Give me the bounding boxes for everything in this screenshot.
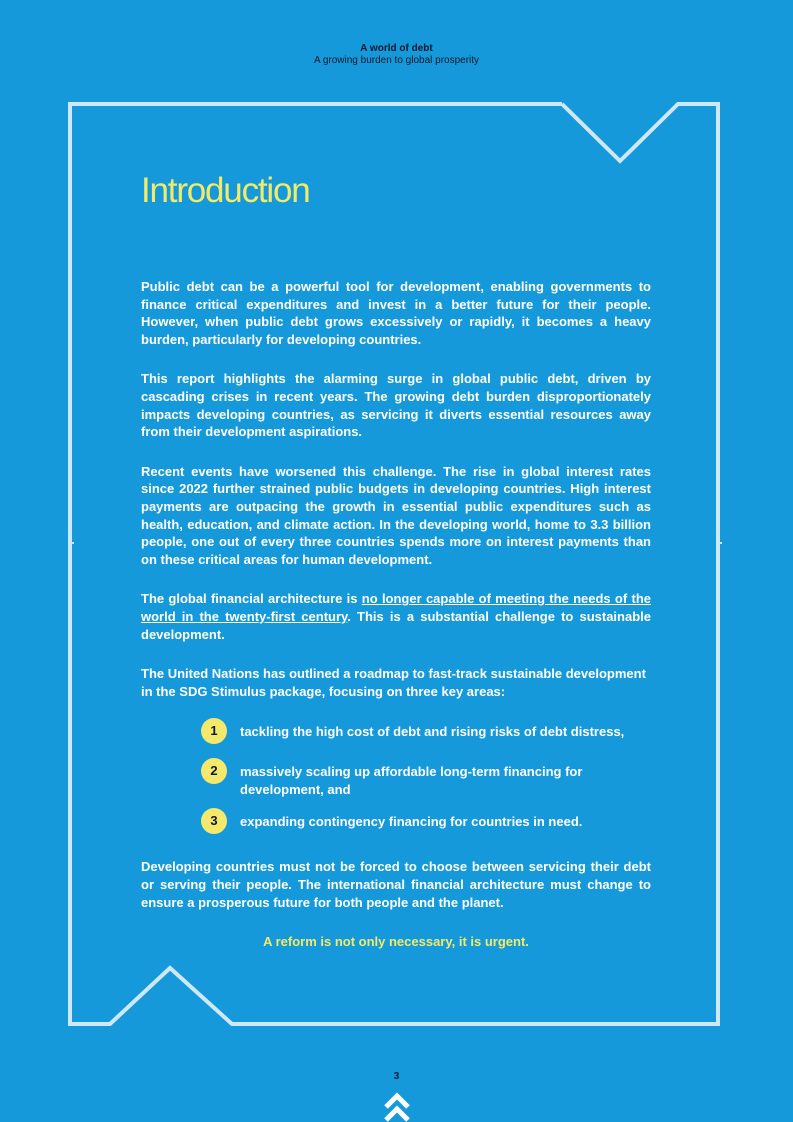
list-item [141, 812, 651, 838]
key-areas-list [141, 722, 651, 838]
page-title: Introduction [141, 171, 310, 210]
number-badge: 1 [201, 718, 227, 744]
paragraph-report: This report highlights the alarming surge in global public debt, driven by cascading crises in recent years. The growing debt burden disproportionately impacts developing countries, as servicing it diverts essential resources away from their development aspirations. [141, 371, 651, 440]
list-item-text: massively scaling up affordable long-term financing for development, and [240, 764, 583, 797]
architecture-text-end: . This is a substantial challenge to sustainable development. [141, 608, 652, 642]
body-text [141, 278, 651, 973]
callout-urgent: A reform is not only necessary, it is urgent. [263, 934, 529, 950]
running-header-subtitle: A growing burden to global prosperity [313, 55, 480, 66]
list-item [141, 722, 651, 748]
number-badge: 3 [201, 808, 227, 834]
paragraph-roadmap: The United Nations has outlined a roadmap to fast-track sustainable development in the SDG Stimulus package, focusing on three key areas: [141, 666, 646, 699]
number-badge: 2 [201, 758, 227, 784]
list-item-text: tackling the high cost of debt and rising risks of debt distress, [240, 724, 625, 740]
page-number: 3 [393, 1071, 400, 1082]
architecture-link[interactable]: no longer capable of meeting the needs of the world in the twenty-first century [141, 591, 651, 624]
list-item [141, 762, 651, 798]
paragraph-architecture [141, 590, 651, 643]
double-chevron-up-icon [384, 1090, 410, 1122]
paragraph-conclusion: Developing countries must not be forced to choose between servicing their debt or serving their people. The international financial architecture must change to ensure a prosperous future for both people and the planet. [141, 859, 651, 910]
paragraph-recent-events: Recent events have worsened this challenge. The rise in global interest rates since 2022 further strained public budgets in developing countries. High interest payments are outpacing the growth in essential public expenditures such as health, education, and climate action. In the developing world, home to 3.3 billion people, one out of every three countries spends more on interest payments than on these critical areas for human development. [141, 463, 651, 567]
architecture-text-start: The global financial architecture is [141, 591, 362, 607]
list-item-text: expanding contingency financing for countries in need. [240, 814, 583, 830]
running-header-title: A world of debt [360, 43, 433, 54]
paragraph-intro: Public debt can be a powerful tool for development, enabling governments to finance critical expenditures and invest in a better future for their people. However, when public debt grows excessively or rapidly, it becomes a heavy burden, particularly for developing countries. [141, 279, 651, 347]
